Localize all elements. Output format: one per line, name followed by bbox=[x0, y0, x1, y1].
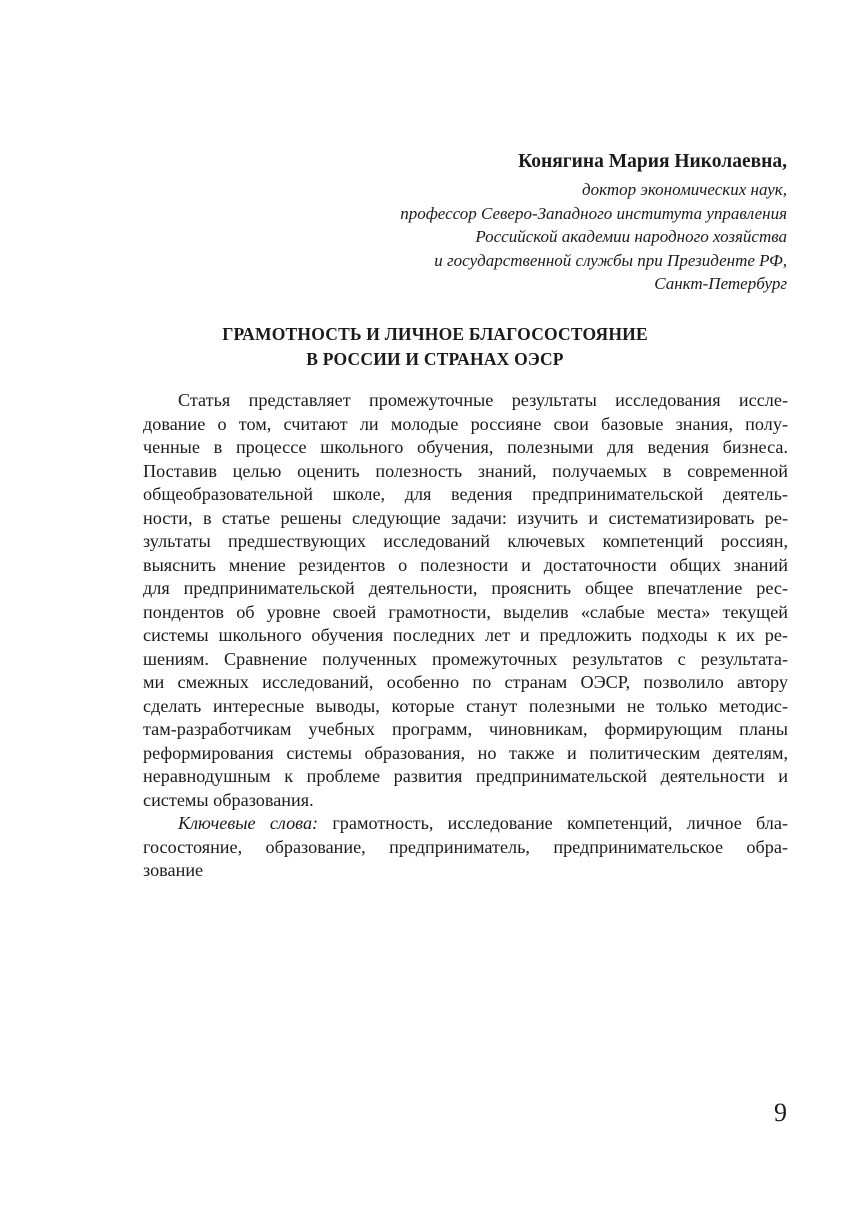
keywords-text: грамотность, исследование компетенций, личное бла- bbox=[318, 813, 788, 833]
abstract-line: ченные в процессе школьного обучения, полезными для ведения бизнеса. bbox=[143, 437, 788, 457]
abstract bbox=[143, 389, 788, 883]
author-city: Санкт-Петербург bbox=[654, 274, 787, 293]
abstract-line: реформирования системы образования, но также и политическим деятелям, bbox=[143, 742, 788, 763]
author-position: профессор Северо-Западного института управления bbox=[400, 203, 787, 223]
keywords-label: Ключевые слова: bbox=[178, 813, 319, 833]
author-organization: Российской академии народного хозяйства bbox=[475, 227, 787, 246]
article-title bbox=[143, 322, 727, 372]
abstract-line: Статья представляет промежуточные результаты исследования иссле- bbox=[178, 390, 788, 410]
author-organization-cont: и государственной службы при Президенте РФ, bbox=[434, 250, 787, 270]
abstract-line: шениям. Сравнение полученных промежуточных результатов с результата- bbox=[143, 648, 788, 669]
title-line: В РОССИИ И СТРАНАХ ОЭСР bbox=[306, 349, 564, 369]
page-number: 9 bbox=[774, 1098, 787, 1127]
abstract-line: выяснить мнение резидентов о полезности и достаточности общих знаний bbox=[143, 554, 788, 575]
abstract-line: зультаты предшествующих исследований ключевых компетенций россиян, bbox=[143, 531, 788, 551]
abstract-line: там-разработчикам учебных программ, чиновникам, формирующим планы bbox=[143, 719, 788, 739]
author-name: Конягина Мария Николаевна, bbox=[518, 151, 787, 172]
abstract-line: системы образования. bbox=[143, 789, 314, 810]
abstract-line: Поставив целью оценить полезность знаний, получаемых в современной bbox=[143, 460, 788, 481]
abstract-line: сделать интересные выводы, которые станут полезными не только методис- bbox=[143, 695, 788, 716]
keywords-line: зование bbox=[143, 860, 204, 880]
abstract-line: системы школьного обучения последних лет и предложить подходы к их ре- bbox=[143, 625, 788, 645]
keywords-line bbox=[143, 812, 788, 836]
abstract-line: дование о том, считают ли молодые россияне свои базовые знания, полу- bbox=[143, 413, 788, 434]
abstract-line: общеобразовательной школе, для ведения предпринимательской деятель- bbox=[143, 484, 788, 504]
abstract-line: ности, в статье решены следующие задачи: изучить и систематизировать ре- bbox=[143, 507, 788, 528]
title-line: ГРАМОТНОСТЬ И ЛИЧНОЕ БЛАГОСОСТОЯНИЕ bbox=[222, 324, 648, 344]
author-block bbox=[330, 146, 787, 296]
abstract-line: для предпринимательской деятельности, прояснить общее впечатление рес- bbox=[143, 578, 788, 598]
abstract-line: ми смежных исследований, особенно по странам ОЭСР, позволило автору bbox=[143, 672, 788, 692]
abstract-line: пондентов об уровне своей грамотности, выделив «слабые места» текущей bbox=[143, 601, 788, 622]
keywords-line: госостояние, образование, предприниматель, предпринимательское обра- bbox=[143, 836, 788, 857]
author-degree: доктор экономических наук, bbox=[582, 180, 787, 199]
abstract-line: неравнодушным к проблеме развития предпринимательской деятельности и bbox=[143, 766, 788, 786]
